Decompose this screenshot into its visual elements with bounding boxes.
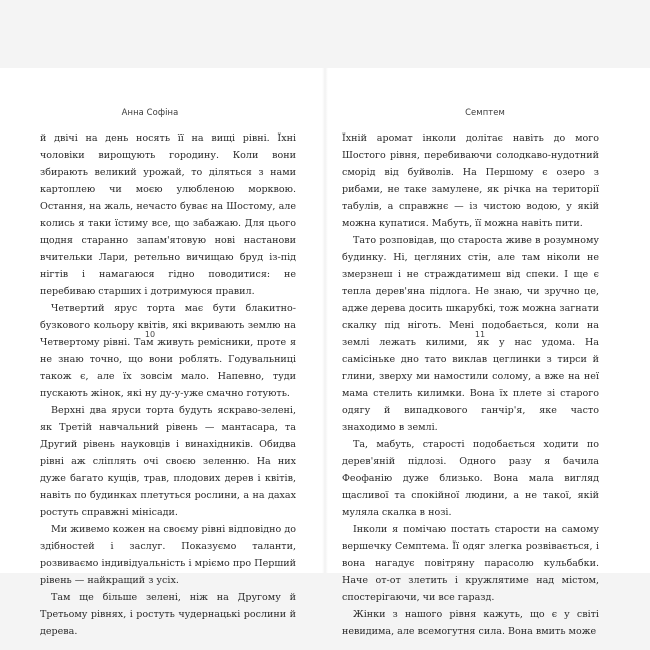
book-spread (0, 68, 650, 637)
paragraph: Ми живемо кожен на своєму рівні відповідно до здібностей і заслуг. Показуємо таланти, розвиваємо індивідуальність і мріємо про Перший рівень — найкращий з усіх. (40, 524, 296, 586)
right-folio-wrap (325, 330, 650, 360)
left-page (0, 68, 325, 637)
page-number-left: 10 (144, 330, 156, 339)
folio-layer (0, 330, 650, 360)
left-page-body (40, 130, 296, 640)
paragraph: й двічі на день носять її на вищі рівні. Їхні чоловіки вирощують городину. Коли вони збирають великий урожай, то діляться з нами картоплею чи моєю улюбленою морквою. Остання, на жаль, нечасто буває на Шостому, але колись я таки їстиму все, що забажаю. Для цього щодня старанно запам'ятовую нові настанови вчительки Лари, ретельно вичищаю бруд із-під нігтів і намагаюся гідно поводитися: не перебиваю старших і дотримуюся правил. (40, 133, 296, 297)
paragraph: Четвертий ярус торта має бути блакитно-бузкового кольору квітів, які вкривають землю на Четвертому рівні. Там живуть ремісники, проте я не знаю точно, що вони роблять. Годувальниці також є, але їх зовсім мало. Напевно, туди пускають жінок, які ну ду-у-уже смачно готують. (40, 303, 296, 399)
running-head-right: Семптем (465, 107, 505, 117)
paragraph: Жінки з нашого рівня кажуть, що є у світі невидима, але всемогутня сила. Вона вмить може (342, 609, 599, 637)
paragraph: Верхні два яруси торта будуть яскраво-зелені, як Третій навчальний рівень — мантасара, та Другий рівень науковців і винахідників. Обидва рівні аж сліплять очі своєю зеленню. На них дуже багато кущів, трав, плодових дерев і квітів, навіть по будинках плетуться рослини, а на дахах ростуть справжні мінісади. (40, 405, 296, 518)
left-folio-wrap (0, 330, 325, 360)
right-page-body (342, 130, 599, 640)
paragraph: Їхній аромат інколи долітає навіть до мого Шостого рівня, перебиваючи солодкаво-нудотний сморід від буйволів. На Першому є озеро з рибами, не таке замулене, як річка на території табулів, а справжнє — із чистою водою, у якій можна купатися. Мабуть, її можна навіть пити. (342, 133, 599, 229)
right-page (325, 68, 650, 637)
paragraph: Інколи я помічаю постать старости на самому вершечку Семптема. Її одяг злегка розвівається, і вона нагадує повітряну парасолю кульбабки. Наче от-от злетить і кружлятиме над містом, спостерігаючи, чи все гаразд. (342, 524, 599, 603)
running-head-left: Анна Софіна (121, 107, 179, 117)
page-number-right: 11 (474, 330, 486, 339)
paragraph: Та, мабуть, старості подобається ходити по дерев'яній підлозі. Одного разу я бачила Феофанію дуже близько. Вона мала вигляд щасливої та спокійної людини, а не такої, якій муляла скалка в нозі. (342, 439, 599, 518)
paragraph: Там ще більше зелені, ніж на Другому й Третьому рівнях, і ростуть чудернацькі рослини й дерева. (40, 592, 296, 637)
paragraph: Тато розповідав, що староста живе в розумному будинку. Ні, цегляних стін, але там ніколи не змерзнеш і не страждатимеш від спеки. І ще є тепла дерев'яна підлога. Не знаю, чи зручно це, адже дерева досить шкарубкі, тож можна загнати скалку під ніготь. Мені подобається, коли на землі лежать килими, як у нас удома. На самісінькe дно тато виклав цеглинки з тирси й глини, зверху ми намостили солому, а вже на неї мама стелить килимки. Вона їх плете зі старого одягу й випадкового ганчір'я, яке часто знаходимо в землі. (342, 235, 599, 433)
